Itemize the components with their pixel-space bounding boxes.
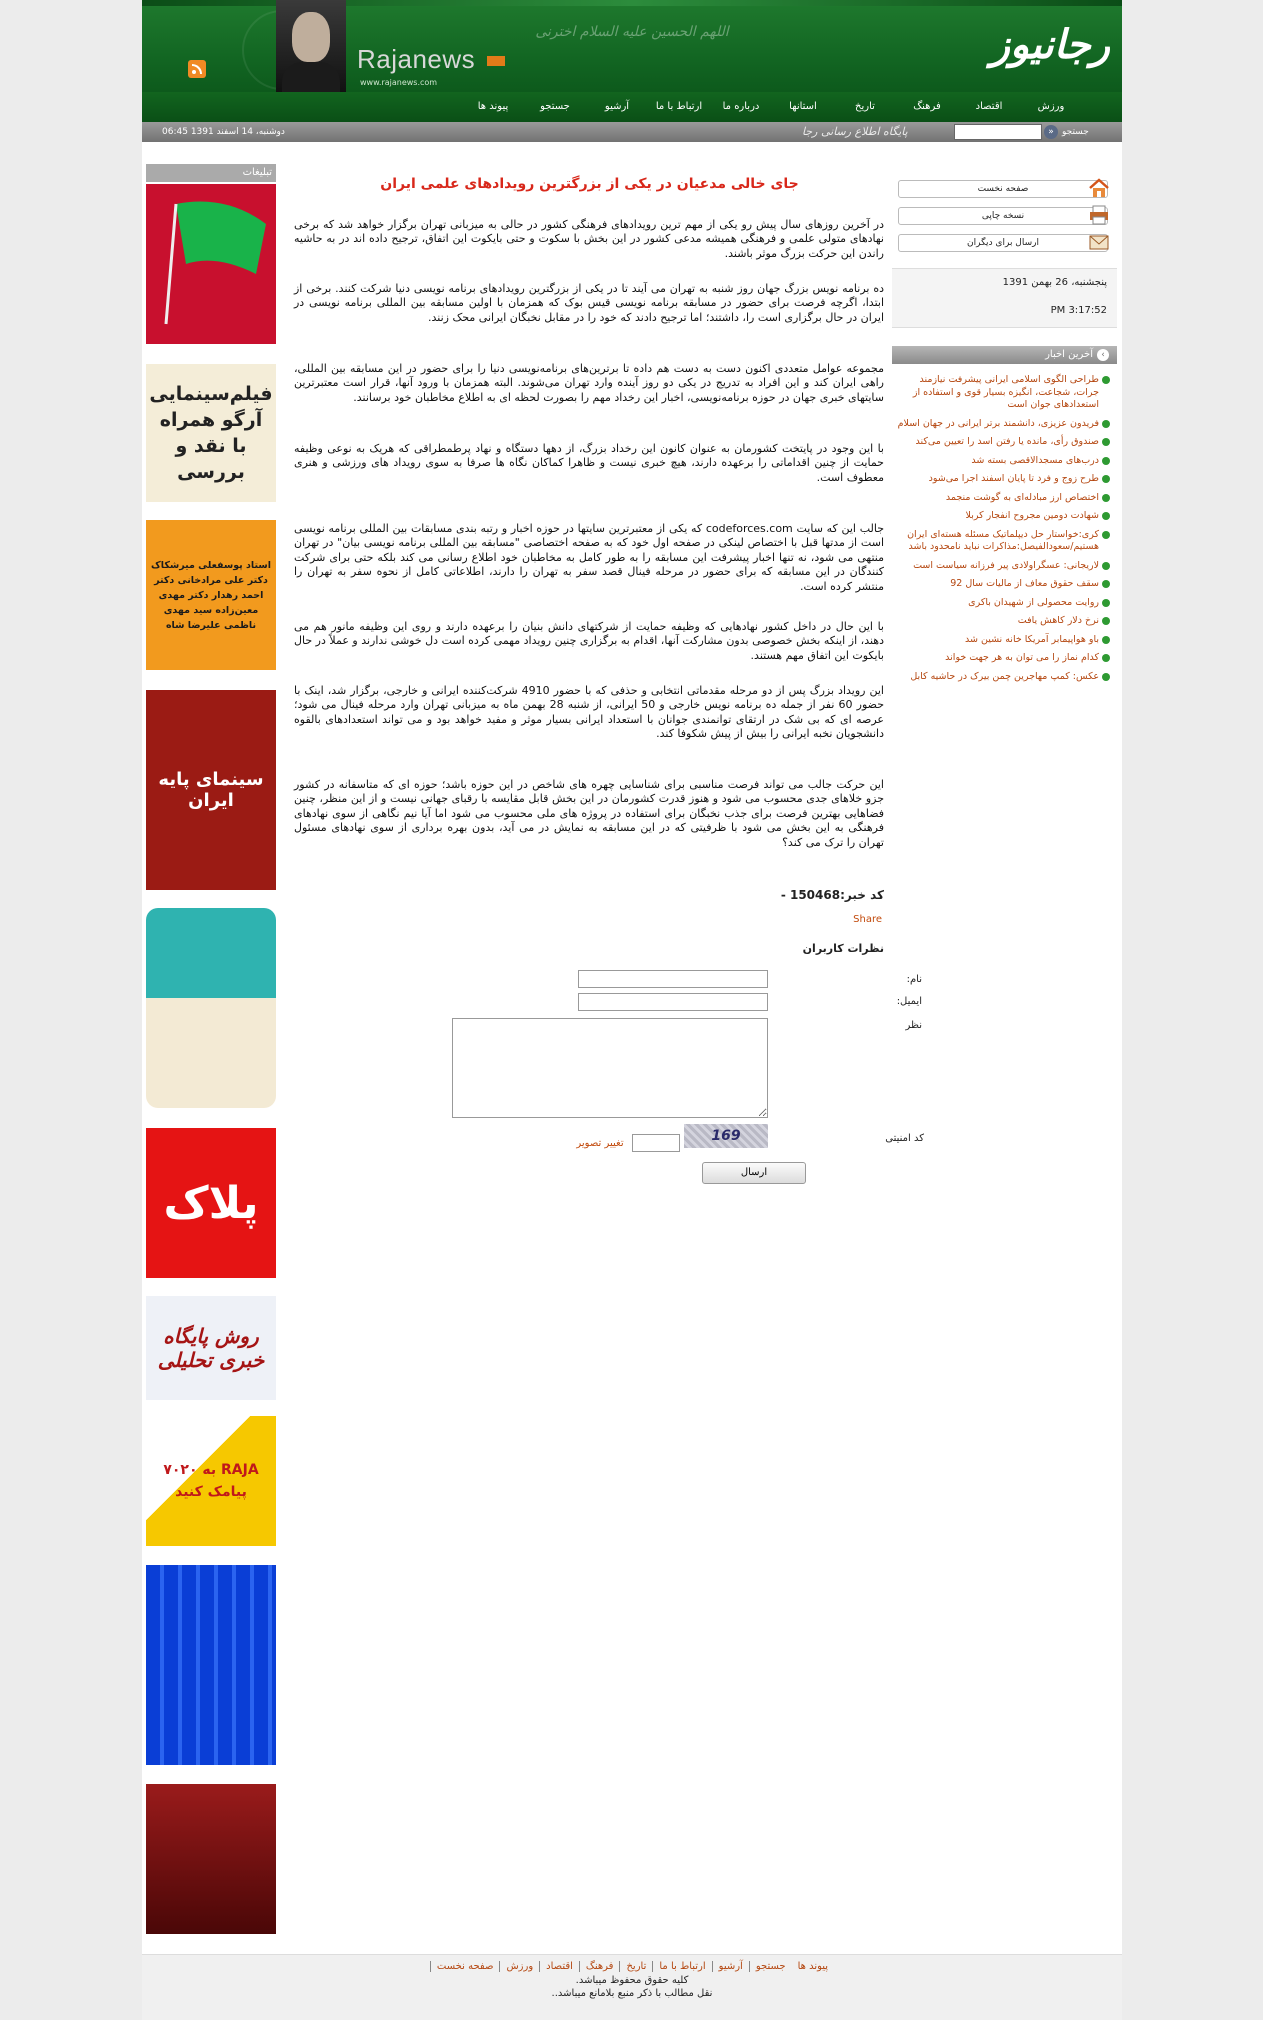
ad-cinema[interactable]	[146, 690, 276, 890]
latest-news-item[interactable]: طراحی الگوی اسلامی ایرانی پیشرفت نیازمند جرات، شجاعت، انگیزه بسیار قوی و استفاده از استعدادهای جوان است	[896, 374, 1110, 412]
nav-item[interactable]: اقتصاد	[975, 101, 1003, 112]
date-text: پنجشنبه، 26 بهمن 1391	[1002, 277, 1107, 288]
portrait-body	[282, 62, 340, 92]
database-label: پایگاه اطلاع رسانی رجا	[802, 125, 908, 138]
main-nav	[142, 92, 1122, 122]
name-label: نام:	[906, 974, 922, 985]
latest-news-item[interactable]: سقف حقوق معاف از مالیات سال 92	[896, 578, 1110, 591]
footer-link[interactable]: ارتباط با ما	[652, 1961, 711, 1972]
time-text: 3:17:52 PM	[1050, 305, 1107, 316]
latest-news-title: آخرین اخبار	[1045, 349, 1093, 360]
footer-link[interactable]: جستجو	[749, 1961, 792, 1972]
ad-film-text: فیلم‌سینمایی آرگو همراه با نقد و بررسی	[149, 383, 273, 483]
latest-news-item[interactable]: فریدون عزیزی، دانشمند برتر ایرانی در جهان اسلام	[896, 418, 1110, 431]
envelope-icon[interactable]	[1088, 232, 1110, 252]
ad-raja-sms[interactable]	[146, 1416, 276, 1546]
ad-blue[interactable]	[146, 1565, 276, 1765]
article-paragraph: با این وجود در پایتخت کشورمان به عنوان کانون این رخداد بزرگ، از دهها دستگاه و نهاد پرطمطراقی که هریک به نوعی وظیفه حمایت از چنین اقداماتی را برعهده دارند، هیچ خبری نیست و ظاهرا کماکان نگاه ها صرفا به سوی رویداد های ورزشی و هنری معطوف است.	[294, 442, 884, 484]
portrait-face	[292, 12, 330, 62]
article-paragraph: با این حال در داخل کشور نهادهایی که وظیفه حمایت از شرکتهای دانش بنیان را برعهده دارند و روی این وظیفه مانور هم می دهند، از اینکه بخش خصوصی بدون مشارکت آنها، اقدام به برگزاری چنین رویداد مهمی کرده است دل خوشی ندارند و عملاً در حال بایکوت این اتفاق مهم هستند.	[294, 620, 884, 662]
ad-pelak-text: پلاک	[163, 1177, 259, 1229]
search-bar	[142, 122, 1122, 142]
ad-teal[interactable]	[146, 908, 276, 1108]
site-logo[interactable]: رجانیوز	[990, 21, 1110, 68]
article-paragraph: مجموعه عوامل متعددی اکنون دست به دست هم داده تا برترین‌های برنامه‌نویسی دنیا را برای حضور در این مسابقه بین المللی، راهی ایران کند و این افراد به تدریج در یکی دو روز آینده وارد تهران می‌شوند. البته همزمان با ورود آنها، قرار است معتبرترین سایتهای خبری جهان در حوزه برنامه‌نویسی، اخبار این رخداد مهم را بصورت لحظه ای به اطلاع مخاطبان خود برسانند.	[294, 362, 884, 404]
ad-ravesh-text: روش پایگاه خبری تحلیلی	[157, 1324, 265, 1372]
article-paragraph: این حرکت جالب می تواند فرصت مناسبی برای شناسایی چهره های شاخص در این حوزه باشد؛ حوزه ای که متاسفانه در کشور جزو خلاهای جدی محسوب می شود و هنوز قدرت کشورمان در این بخش قابل مقایسه با رقبای جهانی نیست و از این منظر، چنین فضاهایی بهترین فرصت برای جذب نخبگان برای استفاده در پروژه های ملی محسوب می شود اما آیا نیم نگاهی از سوی نهادهای فرهنگی به این بخش می شود با ظرفیتی که در این مسابقه به نمایش در می آید، بدون بهره برداری از سوی نهادهای مسئول تهران را ترک می کند؟	[294, 778, 884, 849]
nav-item[interactable]: جستجو	[540, 101, 570, 112]
ad-ravesh[interactable]	[146, 1296, 276, 1400]
brand-url: www.rajanews.com	[360, 78, 438, 87]
comments-title: نظرات کاربران	[802, 942, 884, 955]
captcha-image: 169	[684, 1124, 768, 1148]
copyright-text: کلیه حقوق محفوظ میباشد.	[575, 1975, 689, 1986]
ad-professors[interactable]	[146, 520, 276, 670]
latest-news-item[interactable]: اختصاص ارز مبادله‌ای به گوشت منجمد	[896, 492, 1110, 505]
ads-title: تبلیغات	[146, 164, 276, 182]
print-link[interactable]: نسخه چاپی	[898, 207, 1108, 225]
latest-news-list	[896, 374, 1110, 689]
site-header	[142, 0, 1122, 92]
portrait-image	[276, 0, 346, 92]
printer-icon[interactable]	[1088, 205, 1110, 225]
home-link[interactable]: صفحه نخست	[898, 180, 1108, 198]
change-captcha-link[interactable]: تغییر تصویر	[576, 1138, 624, 1149]
email-field[interactable]	[578, 993, 768, 1011]
latest-news-item[interactable]: باو هواپیمابر آمریکا خانه نشین شد	[896, 634, 1110, 647]
copy-notice: نقل مطالب با ذکر منبع بلامانع میباشد..	[551, 1988, 713, 1999]
ad-green-flag[interactable]	[146, 184, 276, 344]
latest-news-item[interactable]: درب‌های مسجدالاقصی بسته شد	[896, 455, 1110, 468]
footer-links	[142, 1961, 1122, 1972]
article-paragraph: جالب این که سایت codeforces.com که یکی از معتبرترین سایتها در حوزه اخبار و رتبه بندی مسابقات بین المللی برنامه نویسی است از مدتها قبل با اختصاص لینکی در صفحه اول خود که به صفحه اختصاصی "مسابقه بین المللی برنامه نویسی بیان" در تهران منتهی می شود، نه تنها اخبار پیشرفت این مسابقه را به طور کامل به مخاطبان خود اطلاع رسانی می کند بلکه حتی برای شرکت کنندگان در این مسابقه که برای حضور در مرحله فینال قصد سفر به تهران را دارند، اطلاعاتی کامل از نحوه سفر به تهران را منتشر کرده است.	[294, 522, 884, 593]
ad-raja-sms-text: RAJA به ۷۰۲۰ پیامک کنید	[146, 1416, 276, 1546]
calligraphy-banner: اللهم الحسین علیه السلام اخترنی	[535, 24, 729, 40]
ad-pelak[interactable]	[146, 1128, 276, 1278]
search-go-icon[interactable]: »	[1044, 125, 1058, 139]
nav-item[interactable]: فرهنگ	[913, 101, 941, 112]
footer-link[interactable]: آرشیو	[712, 1961, 749, 1972]
search-label: جستجو	[1062, 127, 1089, 137]
captcha-input[interactable]	[632, 1134, 680, 1152]
latest-news-item[interactable]: عکس: کمپ مهاجرین چمن بیرک در حاشیه کابل	[896, 671, 1110, 684]
send-to-others-link[interactable]: ارسال برای دیگران	[898, 234, 1108, 252]
nav-item[interactable]: آرشیو	[604, 101, 630, 112]
search-input[interactable]	[954, 124, 1042, 140]
share-link[interactable]: Share	[853, 914, 882, 925]
footer-link[interactable]: فرهنگ	[579, 1961, 620, 1972]
footer-link[interactable]: تاریخ	[619, 1961, 652, 1972]
brand-name: Rajanews	[357, 44, 476, 74]
footer-link[interactable]: اقتصاد	[539, 1961, 579, 1972]
article-title: جای خالی مدعیان در یکی از بزرگترین رویدادهای علمی ایران	[380, 176, 799, 192]
footer-link[interactable]: صفحه نخست	[430, 1961, 500, 1972]
comment-textarea[interactable]	[452, 1018, 768, 1118]
ad-cinema-text: سینمای پایه ایران	[158, 769, 264, 811]
latest-news-item[interactable]: صندوق رأی، مانده یا رفتن اسد را تعیین می‌کند	[896, 436, 1110, 449]
nav-item[interactable]: پیوند ها	[477, 101, 509, 112]
latest-news-header	[892, 346, 1117, 364]
latest-news-item[interactable]: طرح زوج و فرد تا پایان اسفند اجرا می‌شود	[896, 473, 1110, 486]
comment-label: نظر	[905, 1020, 922, 1031]
news-code: کد خبر:150468 -	[780, 888, 884, 902]
site-footer	[142, 1954, 1122, 2020]
nav-item[interactable]: ارتباط با ما	[655, 101, 703, 112]
current-date: دوشنبه، 14 اسفند 1391 06:45	[162, 127, 285, 137]
brand-tag	[487, 56, 505, 66]
submit-button[interactable]: ارسال	[702, 1162, 806, 1184]
latest-news-item[interactable]: کری:خواستار حل دیپلماتیک مسئله هسته‌ای ایران هستیم/سعودالفیصل:مذاکرات نباید نامحدود باشد	[896, 529, 1110, 554]
ad-film[interactable]	[146, 364, 276, 502]
latest-news-item[interactable]: شهادت دومین مجروح انفجار کربلا	[896, 510, 1110, 523]
nav-item[interactable]: تاریخ	[855, 101, 875, 112]
rss-icon[interactable]	[188, 60, 206, 78]
latest-news-item[interactable]: کدام نماز را می توان به هر جهت خواند	[896, 652, 1110, 665]
nav-item[interactable]: درباره ما	[722, 101, 760, 112]
ad-professors-text: استاد پوسفعلی میرشکاک دکتر علی مرادخانی دکتر احمد رهدار دکتر مهدی معین‌زاده سید مهدی ناظمی علیرضا شاه	[151, 559, 271, 631]
footer-link[interactable]: پیوند ها	[797, 1961, 829, 1972]
home-icon[interactable]	[1088, 178, 1110, 198]
arrow-left-icon: ‹	[1097, 349, 1109, 361]
article-paragraph: این رویداد بزرگ پس از دو مرحله مقدماتی انتخابی و حذفی که با حضور 4910 شرکت‌کننده ایرانی و خارجی، برگزار شد، اینک با حضور 60 نفر از جمله ده برنامه نویس خارجی و 50 ایرانی، از شنبه 28 بهمن ماه به میزبانی تهران وارد مرحله فینال می شود؛ عرصه ای که بی شک در ارتقای توانمندی جوانان با استعداد ایرانی بسیار موثر و مفید خواهد بود و می تواند استعدادهای بالقوه دانشجویان نخبه ایرانی را بیش از پیش شکوفا کند.	[294, 684, 884, 741]
ad-shrine[interactable]	[146, 1784, 276, 1934]
latest-news-item[interactable]: لاریجانی: عسگراولادی پیر فرزانه سیاست است	[896, 560, 1110, 573]
article-paragraph: ده برنامه نویس بزرگ جهان روز شنبه به تهران می آیند تا در یکی از بزرگترین رویدادهای برنامه نویسی دنیا شرکت کنند. برخی از ابتدا، اگرچه فرصت برای حضور در مسابقه برنامه نویسی قیس بوک که همزمان با اولین مسابقه بین المللی برنامه نویسی در ایران در حال برگزاری است را، داشتند؛ اما ترجیح دادند که خود را در مقابل نخبگان ایرانی محک زنند.	[294, 282, 884, 324]
latest-news-item[interactable]: روایت محصولی از شهیدان باکری	[896, 597, 1110, 610]
green-flag-icon	[146, 184, 276, 344]
page-wrapper	[142, 0, 1122, 2020]
email-label: ایمیل:	[896, 996, 922, 1007]
article-paragraph: در آخرین روزهای سال پیش رو یکی از مهم ترین رویدادهای فرهنگی کشور در حالی به میزبانی تهران برگزار خواهد شد که برخی نهادهای متولی علمی و فرهنگی همیشه مدعی کشور در این بخش با سکوت و حتی بایکوت این اتفاق، ترجیح داده اند در به حاشیه راندن این حرکت بزرگ موثر باشند.	[294, 218, 884, 260]
nav-item[interactable]: ورزش	[1037, 101, 1065, 112]
name-field[interactable]	[578, 970, 768, 988]
nav-item[interactable]: استانها	[789, 101, 817, 112]
nav-list	[462, 92, 1082, 122]
captcha-label: کد امنیتی	[885, 1133, 924, 1144]
footer-link[interactable]: ورزش	[499, 1961, 539, 1972]
latest-news-item[interactable]: نرخ دلار کاهش یافت	[896, 615, 1110, 628]
date-box	[892, 268, 1117, 328]
